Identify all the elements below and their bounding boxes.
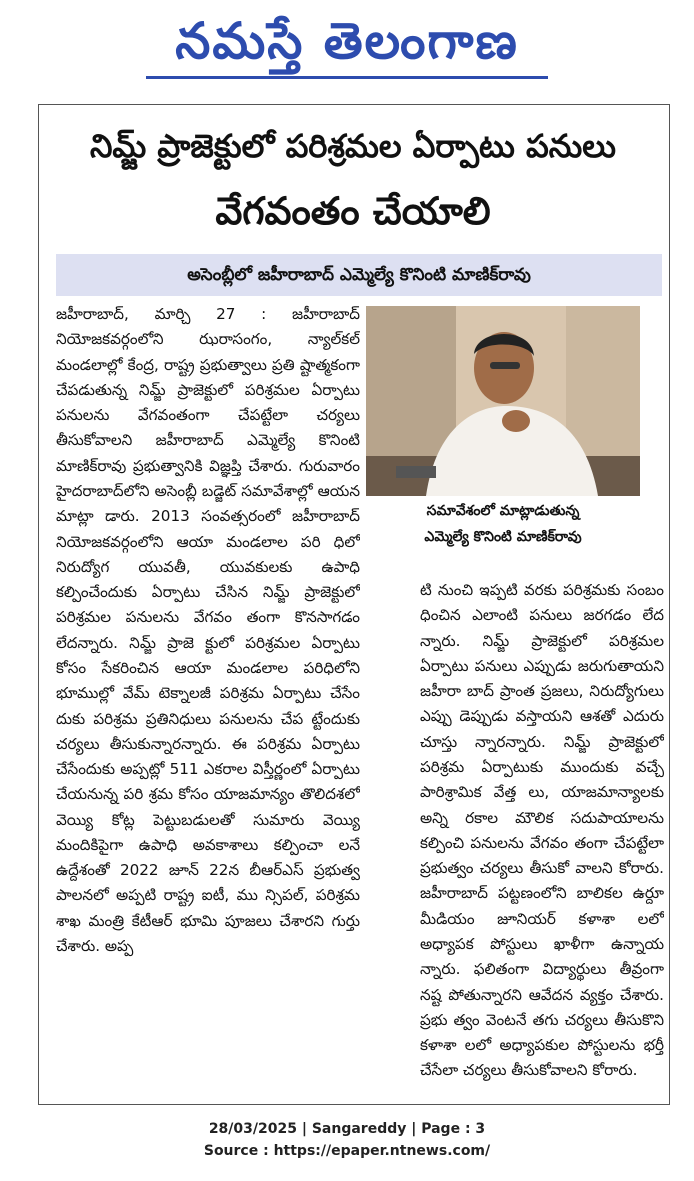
headline-line-2: వేగవంతం చేయాలి: [215, 189, 491, 233]
article-body-right-column: టి నుంచి ఇప్పటి వరకు పరిశ్రమకు సంబం ధించిన ఎలాంటి పనులు జరగడం లేద న్నారు. నిమ్జ్ ప్రాజెక్టులో పరిశ్రమల ఏర్పాటు పనులు ఎప్పుడు జరుగుతాయని జహీరా బాద్ ప్రాంత ప్రజలు, నిరుద్యోగులు ఎప్పు డెప్పుడు వస్తాయని ఆశతో ఎదురు చూస్తు న్నారన్నారు. నిమ్జ్ ప్రాజెక్టులో పరిశ్రమ ఏర్పాటుకు ముందుకు వచ్చే పారిశ్రామిక వేత్త లు, యాజమాన్యాలకు అన్ని రకాల మౌలిక సదుపాయాలను కల్పించి పనులను వేగవం తంగా చేపట్టేలా ప్రభుత్వం చర్యలు తీసుకో వాలని కోరారు. జహీరాబాద్ పట్టణంలోని బాలికల ఉర్దూ మీడియం జూనియర్ కళాశా లలో అధ్యాపక పోస్టులు ఖాళీగా ఉన్నాయ న్నారు. ఫలితంగా విద్యార్థులు తీవ్రంగా నష్ట పోతున్నారని ఆవేదన వ్యక్తం చేశారు. ప్రభు త్వం వెంటనే తగు చర్యలు తీసుకొని కళాశా లలో అధ్యాపకుల పోస్టులను భర్తీ చేసేలా చర్యలు తీసుకోవాలని కోరారు.: [420, 581, 664, 1080]
article-subhead: అసెంబ్లీలో జహీరాబాద్ ఎమ్మెల్యే కొనింటి మాణిక్‌రావు: [56, 254, 662, 296]
photo-caption-line-1: సమావేశంలో మాట్లాడుతున్న: [426, 503, 580, 519]
masthead-rule: [146, 76, 548, 79]
footer-source: Source : https://epaper.ntnews.com/: [203, 1143, 491, 1159]
photo-caption-line-2: ఎమ్మెల్యే కొనింటి మాణిక్‌రావు: [424, 529, 582, 545]
article-body-left-column: జహీరాబాద్, మార్చి 27 : జహీరాబాద్ నియోజకవర్గంలోని ఝరాసంగం, న్యాల్‌కల్ మండలాల్లో కేంద్ర, రాష్ట్ర ప్రభుత్వాలు ప్రతి ష్టాత్మకంగా చేపడుతున్న నిమ్జ్ ప్రాజెక్టులో పరిశ్రమల ఏర్పాటు పనులను వేగవంతంగా చేపట్టేలా చర్యలు తీసుకోవాలని జహీరాబాద్ ఎమ్మెల్యే కొనింటి మాణిక్‌రావు ప్రభుత్వానికి విజ్ఞప్తి చేశారు. గురువారం హైదరాబాద్‌లోని అసెంబ్లీ బడ్జెట్ సమావేశాల్లో ఆయన మాట్లా డారు. 2013 సంవత్సరంలో జహీరాబాద్ నియోజకవర్గంలోని ఆయా మండలాల పరి ధిలో నిరుద్యోగ యువతీ, యువకులకు ఉపాధి కల్పించేందుకు ఏర్పాటు చేసిన నిమ్జ్ ప్రాజెక్టులో పరిశ్రమల పనులను వేగవం తంగా కొనసాగడం లేదన్నారు. నిమ్జ్ ప్రాజె క్టులో పరిశ్రమల ఏర్పాటు కోసం సేకరించిన ఆయా మండలాల పరిధిలోని భూముల్లో వేమ్ టెక్నాలజీ పరిశ్రమ ఏర్పాటు చేసేం దుకు పరిశ్రమ ప్రతినిధులు పనులను చేప ట్టేందుకు చర్యలు తీసుకున్నారన్నారు. ఈ పరిశ్రమ ఏర్పాటు చేసేందుకు అప్పట్లో 511 ఎకరాల విస్తీర్ణంలో ఏర్పాటు చేయనున్న పరి శ్రమ కోసం యాజమాన్యం తొలిదశలో వెయ్యి కోట్ల పెట్టుబడులతో సుమారు వెయ్యి మందికిపైగా ఉపాధి అవకాశాలు కల్పించా లనే ఉద్దేశంతో 2022 జూన్ 22న బీఆర్‌ఎస్ ప్రభుత్వ పాలనలో అప్పటి రాష్ట్ర ఐటీ, ము న్సిపల్, పరిశ్రమ శాఖ మంత్రి కేటీఆర్ భూమి పూజలు చేశారని గుర్తు చేశారు. అప్ప: [56, 305, 360, 956]
footer-date-edition-page: 28/03/2025 | Sangareddy | Page : 3: [208, 1121, 486, 1137]
newspaper-title: నమస్తే తెలంగాణ: [175, 11, 519, 70]
headline-line-1: నిమ్జ్ ప్రాజెక్టులో పరిశ్రమల ఏర్పాటు పనులు: [89, 127, 617, 165]
mla-photo-illustration: [366, 306, 640, 496]
photo-caption: [366, 498, 640, 550]
mla-photo: [366, 306, 640, 496]
masthead: [0, 0, 694, 82]
